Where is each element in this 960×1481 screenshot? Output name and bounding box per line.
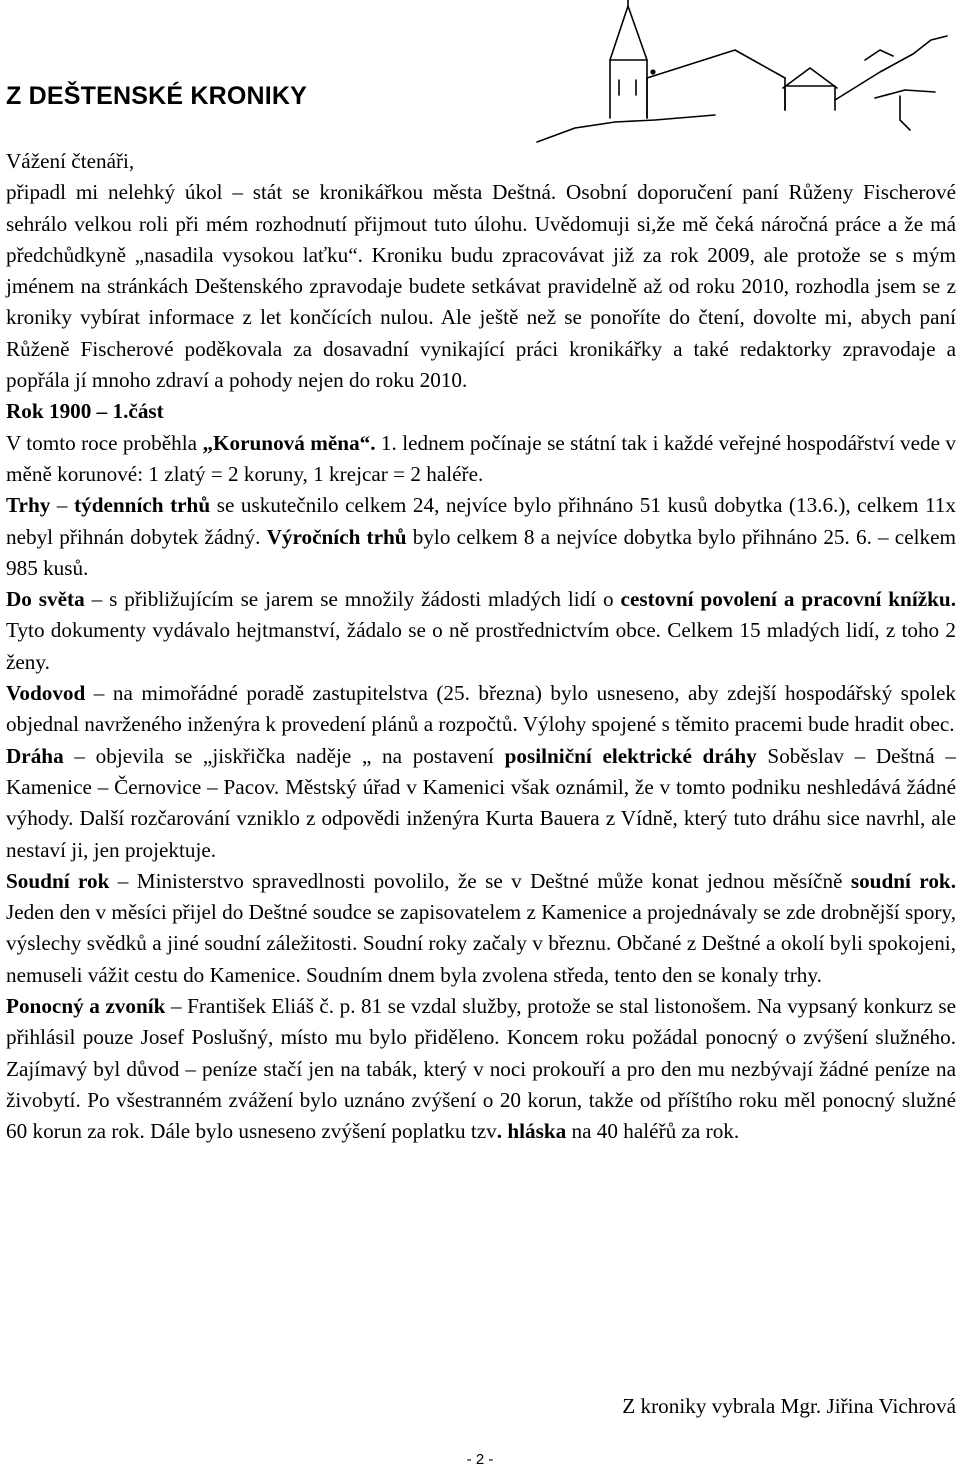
text: bylo celkem 8 a nejvíce dobytka bylo přihnáno 25. 6. – celkem 985 kusů. <box>6 524 956 580</box>
bold-term: týdenních trhů <box>74 493 211 518</box>
paragraph-watchman <box>6 991 956 1147</box>
topic-label: Vodovod <box>6 681 86 706</box>
year-heading: Rok 1900 – 1.část <box>6 399 164 424</box>
text: 1. lednem počínaje se státní tak i každé veřejné hospodářství vede v měně korunové: 1 zlatý = 2 koruny, 1 krejcar = 2 haléře. <box>6 430 956 486</box>
page-number: - 2 - <box>466 1451 494 1468</box>
bold-term: posilniční elektrické dráhy <box>504 743 757 768</box>
text: V tomto roce proběhla <box>6 430 203 455</box>
topic-label: Do světa <box>6 587 85 612</box>
town-sketch-illustration <box>535 0 955 150</box>
bold-term: soudní rok. <box>850 868 956 893</box>
bold-term: „Korunová měna“. <box>202 430 376 455</box>
intro-paragraph: připadl mi nelehký úkol – stát se kronikářkou města Deštná. Osobní doporučení paní Růženy Fischerové sehrálo velkou roli při mém rozhodnutí přijmout tuto úlohu. Uvědomuji si,že mě čeká náročná práce a že má předchůdkyně „nasadila vysokou laťku“. Kroniku budu zpracovávat již za rok 2009, ale protože se s mým jménem na stránkách Deštenského zpravodaje budete setkávat pravidelně až od roku 2010, rozhodla jsem se z kroniky vybírat informace z let končících nulou. Ale ještě než se ponoříte do čtení, dovolte mi, abych paní Růženě Fischerové poděkovala za dosavadní vynikající práci kronikářky a také redaktorky zpravodaje a popřála jí mnoho zdraví a pohody nejen do roku 2010. <box>6 180 956 393</box>
bold-term: . hláska <box>496 1119 567 1144</box>
article-body <box>6 146 956 1148</box>
topic-label: Trhy <box>6 493 51 518</box>
paragraph-world <box>6 584 956 678</box>
signature: Z kroniky vybrala Mgr. Jiřina Vichrová <box>622 1394 956 1418</box>
text: – Ministerstvo spravedlnosti povolilo, že se v Deštné může konat jednou měsíčně <box>109 868 851 893</box>
text: – s přibližujícím se jarem se množily žádosti mladých lidí o <box>84 587 621 612</box>
paragraph-water <box>6 678 956 741</box>
paragraph-court <box>6 866 956 991</box>
text: Tyto dokumenty vydávalo hejtmanství, žádalo se o ně prostřednictvím obce. Celkem 15 mladých lidí, z toho 2 ženy. <box>6 618 956 674</box>
text: se uskutečnilo celkem 24, nejvíce bylo přihnáno 51 kusů dobytka (13.6.), celkem 11x nebyl přihnán dobytek žádný. <box>6 493 956 549</box>
text: na 40 haléřů za rok. <box>566 1119 740 1144</box>
text: – František Eliáš č. p. 81 se vzdal služby, protože se stal listonošem. Na vypsaný konkurz se přihlásil pouze Josef Poslušný, místo mu bylo přiděleno. Koncem roku požádal ponocný o zvýšení služného. Zajímavý byl důvod – peníze stačí jen na tabák, který v noci prokouří a pro den mu nezbývají žádné peníze na živobytí. Po všestranném zvážení bylo uznáno zvýšení o 20 korun, takže od příštího roku měl ponocný služné 60 korun za rok. Dále bylo usneseno zvýšení poplatku tzv <box>6 994 956 1144</box>
text: – objevila se „jiskřička naděje „ na postavení <box>63 743 505 768</box>
bold-term: Výročních trhů <box>266 524 407 549</box>
text: – na mimořádné poradě zastupitelstva (25. března) bylo usneseno, aby zdejší hospodářský spolek objednal navrženého inženýra k provedení plánů a rozpočtů. Výlohy spojené s těmito pracemi bude hradit obec. <box>6 681 956 737</box>
paragraph-currency <box>6 428 956 491</box>
salutation: Vážení čtenáři, <box>6 149 135 173</box>
topic-label: Ponocný a zvoník <box>6 994 166 1019</box>
topic-label: Dráha <box>6 743 64 768</box>
text: Jeden den v měsíci přijel do Deštné soudce se zapisovatelem z Kamenice a projednávaly se zde drobnější spory, výslechy svědků a jiné soudní záležitosti. Soudní roky začaly v březnu. Občané z Deštné a okolí byli spokojeni, nemuseli vážit cestu do Kamenice. Soudním dnem byla zvolena středa, tento den se konaly trhy. <box>6 900 956 987</box>
page-title: Z DEŠTENSKÉ KRONIKY <box>6 82 308 110</box>
text: Soběslav – Deštná –Kamenice – Černovice – Pacov. Městský úřad v Kamenici však oznámil, že v tomto podniku neshledává žádné výhody. Další rozčarování vzniklo z odpovědi inženýra Kurta Bauera z Vídně, který tuto dráhu sice navrhl, ale nestaví ji, jen projektuje. <box>6 743 956 862</box>
paragraph-markets <box>6 490 956 584</box>
text: – <box>50 493 75 518</box>
bold-term: cestovní povolení a pracovní knížku. <box>620 587 956 612</box>
paragraph-railway <box>6 741 956 866</box>
section-heading <box>6 396 956 427</box>
topic-label: Soudní rok <box>6 868 110 893</box>
